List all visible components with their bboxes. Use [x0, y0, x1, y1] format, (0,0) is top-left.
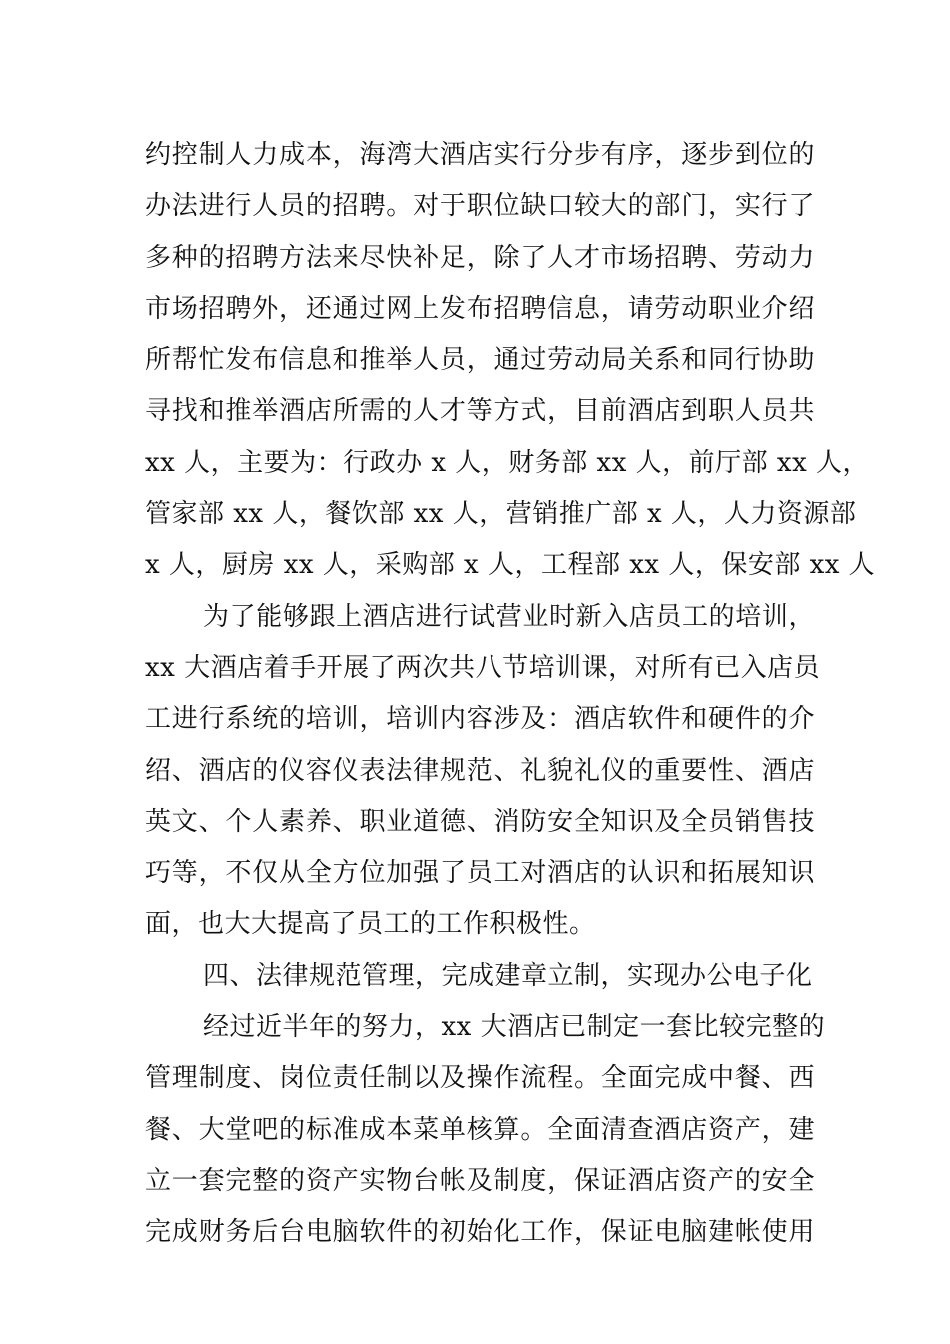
text-line: 英文、个人素养、职业道德、消防安全知识及全员销售技: [145, 806, 815, 837]
text-line: 工进行系统的培训，培训内容涉及：酒店软件和硬件的介: [145, 704, 815, 735]
text-line: 为了能够跟上酒店进行试营业时新入店员工的培训，: [203, 601, 815, 632]
text-line: 立一套完整的资产实物台帐及制度，保证酒店资产的安全: [145, 1165, 815, 1196]
text-line: 多种的招聘方法来尽快补足，除了人才市场招聘、劳动力: [145, 242, 815, 273]
text-line: 所帮忙发布信息和推举人员，通过劳动局关系和同行协助: [145, 345, 815, 376]
text-line: 餐、大堂吧的标准成本菜单核算。全面清查酒店资产，建: [145, 1114, 815, 1145]
text-line: x 人，厨房 xx 人，采购部 x 人，工程部 xx 人，保安部 xx 人: [145, 550, 876, 581]
text-line: 巧等，不仅从全方位加强了员工对酒店的认识和拓展知识: [145, 858, 815, 889]
text-line: 面，也大大提高了员工的工作积极性。: [145, 909, 596, 940]
text-line: 管理制度、岗位责任制以及操作流程。全面完成中餐、西: [145, 1063, 815, 1094]
text-line: xx 人，主要为：行政办 x 人，财务部 xx 人，前厅部 xx 人，: [145, 447, 869, 478]
text-line: 经过近半年的努力，xx 大酒店已制定一套比较完整的: [203, 1012, 826, 1043]
text-line: 约控制人力成本，海湾大酒店实行分步有序，逐步到位的: [145, 140, 815, 170]
text-line: 四、法律规范管理，完成建章立制，实现办公电子化: [203, 960, 813, 991]
text-line: 市场招聘外，还通过网上发布招聘信息，请劳动职业介绍: [145, 293, 815, 324]
text-line: xx 大酒店着手开展了两次共八节培训课，对所有已入店员: [145, 652, 821, 683]
text-line: 管家部 xx 人，餐饮部 xx 人，营销推广部 x 人，人力资源部: [145, 499, 857, 530]
text-line: 绍、酒店的仪容仪表法律规范、礼貌礼仪的重要性、酒店: [145, 755, 815, 786]
text-line: 办法进行人员的招聘。对于职位缺口较大的部门，实行了: [145, 191, 815, 222]
text-line: 完成财务后台电脑软件的初始化工作，保证电脑建帐使用: [145, 1217, 815, 1248]
document-body: [145, 130, 876, 1259]
text-line: 寻找和推举酒店所需的人才等方式，目前酒店到职人员共: [145, 396, 815, 427]
